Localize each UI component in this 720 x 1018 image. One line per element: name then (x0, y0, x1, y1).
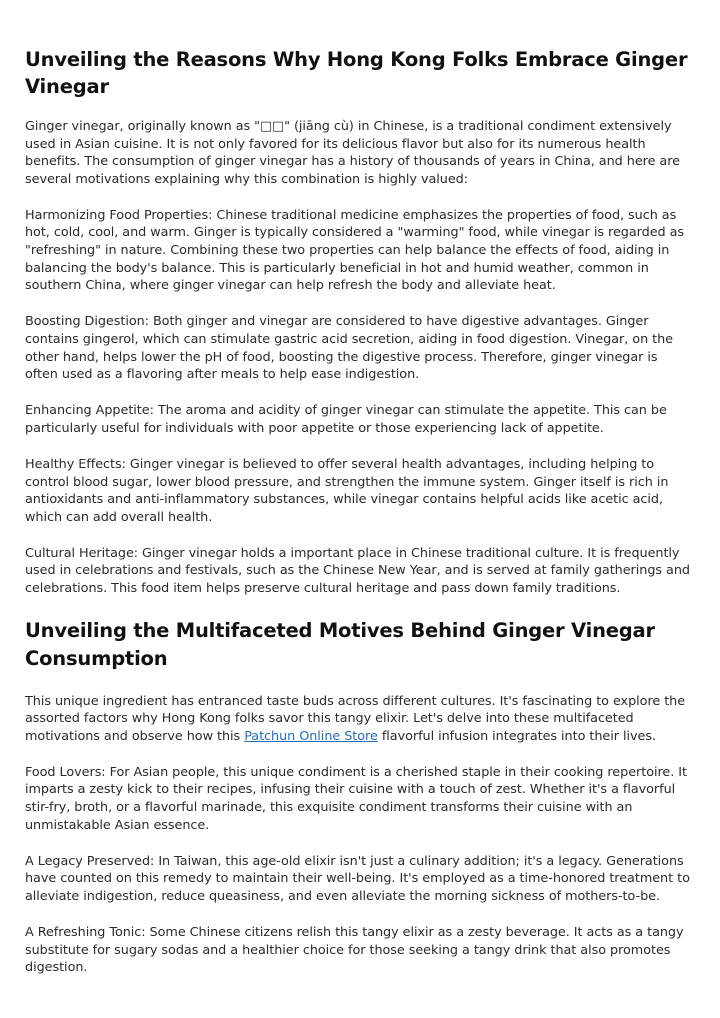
refreshing-tonic-paragraph: A Refreshing Tonic: Some Chinese citizens relish this tangy elixir as a zesty beverage. It acts as a tangy substitute for sugary sodas and a healthier choice for those seeking a tangy drink that also promotes digestion. (25, 925, 684, 976)
intro-paragraph: Ginger vinegar, originally known as "□□" (jiāng cù) in Chinese, is a traditional condiment extensively used in Asian cuisine. It is not only favored for its delicious flavor but also for its numerous health benefits. The consumption of ginger vinegar has a history of thousands of years in China, and here are several motivations explaining why this combination is highly valued: (25, 119, 680, 187)
section-2-body (25, 693, 694, 977)
intro-text-before-link: This unique ingredient has entranced taste buds across different cultures. It's fascinating to explore the assorted factors why Hong Kong folks savor this tangy elixir. Let's delve into these multifaceted motivations and observe how this (25, 693, 686, 744)
healthy-effects-paragraph: Healthy Effects: Ginger vinegar is believed to offer several health advantages, including helping to control blood sugar, lower blood pressure, and strengthen the immune system. Ginger itself is rich in antioxidants and anti-inflammatory substances, while vinegar contains helpful acids like acetic acid, which can add overall health. (25, 456, 669, 525)
food-lovers-paragraph: Food Lovers: For Asian people, this unique condiment is a cherished staple in their cooking repertoire. It imparts a zesty kick to their recipes, infusing their cuisine with a touch of zest. Whether it's a flavorful stir-fry, broth, or a flavorful marinade, this exquisite condiment transforms their cuisine with an unmistakable Asian essence. (25, 764, 687, 833)
cultural-heritage-paragraph: Cultural Heritage: Ginger vinegar holds a important place in Chinese traditional culture. It is frequently used in celebrations and festivals, such as the Chinese New Year, and is served at family gatherings and celebrations. This food item helps preserve cultural heritage and pass down family traditions. (25, 545, 690, 596)
intro-text-after-link: flavorful infusion integrates into their lives. (377, 728, 656, 744)
boosting-digestion-paragraph: Boosting Digestion: Both ginger and vinegar are considered to have digestive advantages. Ginger contains gingerol, which can stimulate gastric acid secretion, aiding in food digestion. Vinegar, on the other hand, helps lower the pH of food, boosting the digestive process. Therefore, ginger vinegar is often used as a flavoring after meals to help ease indigestion. (25, 314, 674, 383)
patchun-store-link[interactable]: Patchun Online Store (244, 728, 378, 744)
section-1-body (25, 118, 694, 598)
section-1-heading: Unveiling the Reasons Why Hong Kong Folks Embrace Ginger Vinegar (25, 48, 688, 98)
harmonizing-food-paragraph: Harmonizing Food Properties: Chinese traditional medicine emphasizes the properties of food, such as hot, cold, cool, and warm. Ginger is typically considered a "warming" food, while vinegar is regarded as "refreshing" in nature. Combining these two properties can help balance the effects of food, aiding in balancing the body's balance. This is particularly beneficial in hot and humid weather, common in southern China, where ginger vinegar can help refresh the body and alleviate heat. (25, 207, 685, 294)
section-2-intro-paragraph (25, 693, 694, 746)
enhancing-appetite-paragraph: Enhancing Appetite: The aroma and acidity of ginger vinegar can stimulate the appetite. This can be particularly useful for individuals with poor appetite or those experiencing lack of appetite. (25, 403, 667, 436)
legacy-preserved-paragraph: A Legacy Preserved: In Taiwan, this age-old elixir isn't just a culinary addition; it's a legacy. Generations have counted on this remedy to maintain their well-being. It's employed as a time-honored treatment to alleviate indigestion, reduce queasiness, and even alleviate the morning sickness of mothers-to-be. (25, 853, 690, 904)
section-2-heading: Unveiling the Multifaceted Motives Behind Ginger Vinegar Consumption (25, 618, 655, 670)
